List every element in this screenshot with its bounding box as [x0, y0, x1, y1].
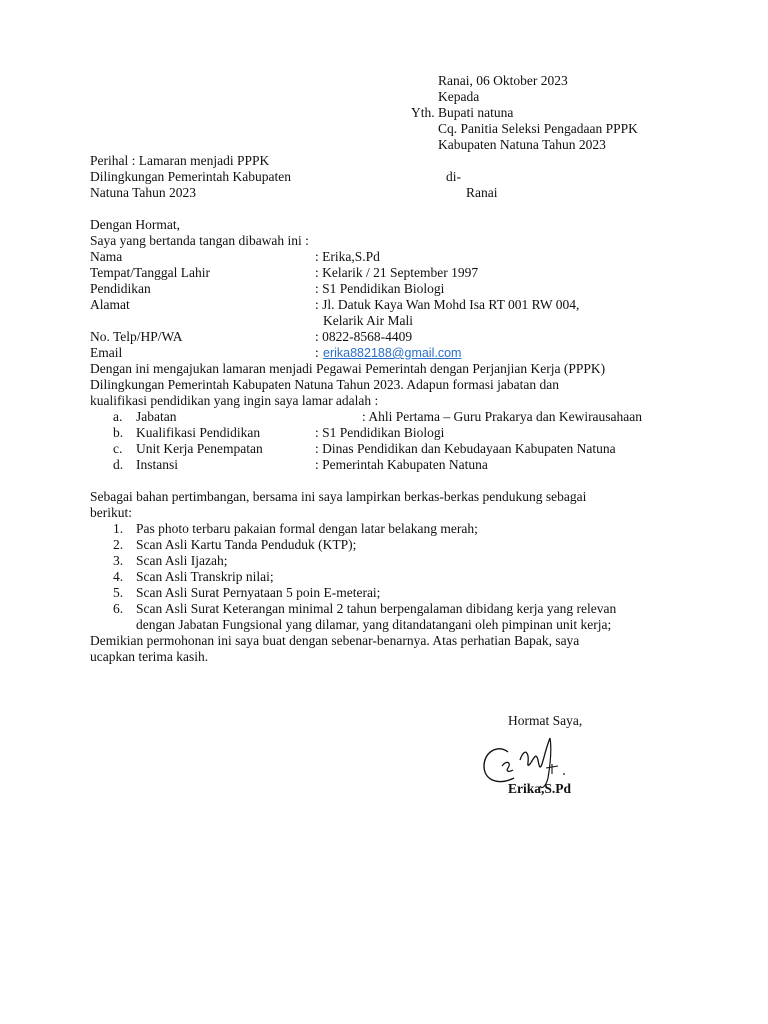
body-para2-line1: Sebagai bahan pertimbangan, bersama ini saya lampirkan berkas-berkas pendukung sebagai	[90, 489, 587, 504]
perihal-line1: Perihal : Lamaran menjadi PPPK	[90, 153, 270, 168]
formasi-label-kualifikasi: Kualifikasi Pendidikan	[136, 425, 261, 440]
hormat-saya: Hormat Saya,	[508, 713, 583, 728]
identity-label-telp: No. Telp/HP/WA	[90, 329, 183, 344]
attachment-item: Scan Asli Transkrip nilai;	[136, 569, 274, 584]
perihal-place: Ranai	[466, 185, 498, 200]
closing-line1: Demikian permohonan ini saya buat dengan sebenar-benarnya. Atas perhatian Bapak, saya	[90, 633, 580, 648]
formasi-value-jabatan: : Ahli Pertama – Guru Prakarya dan Kewirausahaan	[362, 409, 643, 424]
intro-line: Saya yang bertanda tangan dibawah ini :	[90, 233, 309, 248]
identity-label-pendidikan: Pendidikan	[90, 281, 151, 296]
formasi-value-unit: : Dinas Pendidikan dan Kebudayaan Kabupaten Natuna	[315, 441, 616, 456]
attachment-number: 5.	[113, 585, 124, 600]
identity-value-nama: : Erika,S.Pd	[315, 249, 380, 264]
letter-date: Ranai, 06 Oktober 2023	[438, 73, 568, 88]
formasi-value-kualifikasi: : S1 Pendidikan Biologi	[315, 425, 445, 440]
greeting: Dengan Hormat,	[90, 217, 180, 232]
body-para2-line2: berikut:	[90, 505, 132, 520]
attachment-number: 4.	[113, 569, 124, 584]
formasi-label-unit: Unit Kerja Penempatan	[136, 441, 263, 456]
signer-name: Erika,S.Pd	[508, 781, 572, 796]
recipient-yth: Yth. Bupati natuna	[411, 105, 514, 120]
attachment-item: Scan Asli Surat Keterangan minimal 2 tahun berpengalaman dibidang kerja yang relevan	[136, 601, 617, 616]
attachment-number: 3.	[113, 553, 124, 568]
formasi-marker: d.	[113, 457, 124, 472]
formasi-label-jabatan: Jabatan	[136, 409, 177, 424]
closing-line2: ucapkan terima kasih.	[90, 649, 209, 664]
recipient-kab: Kabupaten Natuna Tahun 2023	[438, 137, 606, 152]
identity-value-telp: : 0822-8568-4409	[315, 329, 413, 344]
email-link[interactable]: erika882188@gmail.com	[323, 346, 462, 360]
formasi-value-instansi: : Pemerintah Kabupaten Natuna	[315, 457, 488, 472]
attachment-number: 1.	[113, 521, 124, 536]
identity-email-colon: :	[315, 345, 319, 360]
formasi-marker: c.	[113, 441, 123, 456]
recipient-kepada: Kepada	[438, 89, 480, 104]
identity-label-email: Email	[90, 345, 123, 360]
identity-value-alamat: : Jl. Datuk Kaya Wan Mohd Isa RT 001 RW 004,	[315, 297, 580, 312]
recipient-cq: Cq. Panitia Seleksi Pengadaan PPPK	[438, 121, 638, 136]
attachment-item-cont: dengan Jabatan Fungsional yang dilamar, yang ditandatangani oleh pimpinan unit kerja;	[136, 617, 612, 632]
perihal-line2: Dilingkungan Pemerintah Kabupaten	[90, 169, 291, 184]
identity-value-pendidikan: : S1 Pendidikan Biologi	[315, 281, 445, 296]
identity-label-nama: Nama	[90, 249, 123, 264]
perihal-di: di-	[446, 169, 461, 184]
identity-label-ttl: Tempat/Tanggal Lahir	[90, 265, 210, 280]
identity-value-alamat-cont: Kelarik Air Mali	[323, 313, 413, 328]
attachment-item: Scan Asli Surat Pernyataan 5 poin E-meterai;	[136, 585, 381, 600]
attachment-number: 2.	[113, 537, 124, 552]
body-para1-line3: kualifikasi pendidikan yang ingin saya lamar adalah :	[90, 393, 379, 408]
body-para1-line2: Dilingkungan Pemerintah Kabupaten Natuna Tahun 2023. Adapun formasi jabatan dan	[90, 377, 559, 392]
identity-label-alamat: Alamat	[90, 297, 130, 312]
attachment-number: 6.	[113, 601, 124, 616]
identity-value-ttl: : Kelarik / 21 September 1997	[315, 265, 479, 280]
perihal-line3: Natuna Tahun 2023	[90, 185, 197, 200]
formasi-marker: a.	[113, 409, 123, 424]
formasi-marker: b.	[113, 425, 124, 440]
body-para1-line1: Dengan ini mengajukan lamaran menjadi Pegawai Pemerintah dengan Perjanjian Kerja (PPPK)	[90, 361, 606, 376]
attachment-item: Pas photo terbaru pakaian formal dengan latar belakang merah;	[136, 521, 478, 536]
attachment-item: Scan Asli Ijazah;	[136, 553, 228, 568]
formasi-label-instansi: Instansi	[136, 457, 178, 472]
attachment-item: Scan Asli Kartu Tanda Penduduk (KTP);	[136, 537, 357, 552]
